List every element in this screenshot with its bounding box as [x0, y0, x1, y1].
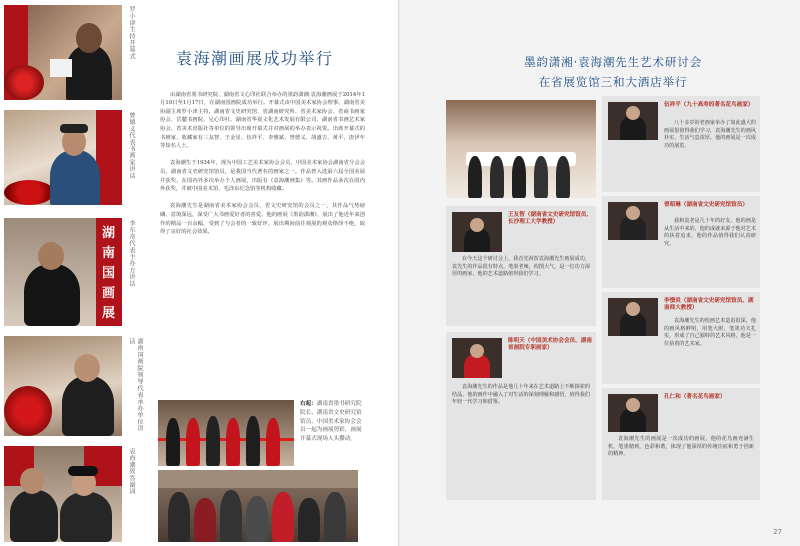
speaker-photo — [608, 202, 658, 240]
speaker-remarks: 袁海潮先生的画展是一次成功的画展，他的花鸟画充满生机，笔墨精到，色彩和谐，体现了他深厚的传统功底和勇于创新的精神。 — [608, 436, 754, 458]
banner-char: 画 — [102, 286, 116, 301]
article-body — [160, 82, 365, 245]
speaker-name: 李憬炎（湖南省文史研究馆馆员、湖南师大教授） — [664, 298, 754, 311]
symposium-title-line2: 在省展览馆三和大酒店举行 — [538, 75, 688, 89]
speaker-section — [602, 96, 760, 192]
banner-char: 南 — [102, 246, 116, 261]
photo-speaker-2 — [4, 110, 122, 205]
symposium-title-line1: 墨韵潇湘·袁海潮先生艺术研讨会 — [524, 55, 702, 69]
caption-academy-leader: 湖南国画院领导代表承办单位讲话 — [128, 338, 143, 432]
speaker-section — [446, 206, 596, 326]
banner-char: 展 — [102, 306, 116, 321]
caption-organizer: 李东奇代表主办方讲话 — [128, 220, 135, 287]
article-paragraph: 由湖南省墨书研究院、湖南省文心印社联合举办的墨韵潇湘·袁海潮画展于2014年1月10日至1月17日，在湖南国画院成功举行。开幕式由中国美术家协会理事、湖南省美协副主席罗小津主持，湖南省文史研究馆、省湖南研究所、省美术家协会、省商书画家协会、岳麓书画院、兄心印社、湖南省华夏文化艺术发展有限公司、湖南省书画艺术家协会、省美术出版社等单位的领导出席开幕式并对画展的举办表示祝贺。出席开幕式的书画家、收藏家有三友智、王金星、伍祥平、李雅斌、曾德义、胡盛吉、黄平、唐伊年等知名人士。 — [160, 91, 365, 150]
banner-char: 湖 — [102, 226, 116, 241]
right-page — [400, 0, 800, 546]
photo-symposium-hall — [446, 100, 596, 198]
article-title: 袁海潮画展成功举行 — [176, 49, 334, 68]
speaker-remarks: 八十多岁的老画家举办了如此盛大的画展很值得我们学习，袁海潮先生的画风朴实，生活气息浓厚，他的画展是一次成功的展览。 — [664, 120, 756, 149]
article-paragraph: 袁海潮生于1934年，现为中国工艺美术家协会会员，中国美术家协会湖南省分会会员，湖南省文史研究馆馆员，是我国当代著名的画家之一。作品曾入选第六届全国美展并获奖，在国内外多次举办个人画展，出版有《袁海潮画集》等。其画作品多次在国内外获奖，并被中国美术馆、毛泽东纪念馆等机构收藏。 — [160, 160, 365, 193]
caption-label: 右起： — [300, 401, 317, 407]
speaker-section — [602, 196, 760, 288]
caption-speaker-2: 曾德义代表书画家讲话 — [128, 112, 135, 179]
banner-char: 国 — [102, 266, 116, 281]
article-paragraph: 袁海潮先生是湖南省美术家协会会员、省文史研究馆的会员之一，其作品气势磅礴、意境深远，深受广大书画爱好者的喜爱。他的画展《墨韵潇湘》，展出了他近年来创作的精品一百余幅，受到了与会者的一致好评，展出期间前往观展的观众络绎不绝，取得了良好的社会效果。 — [160, 203, 365, 236]
speaker-section — [446, 332, 596, 500]
caption-host: 罗小津主持开幕式 — [128, 6, 135, 60]
photo-host-speaking — [4, 5, 122, 100]
ribbon-caption — [300, 400, 364, 444]
speaker-name: 王友智（湖南省文史研究馆馆员、长沙理工大学教授） — [508, 212, 592, 225]
speaker-remarks: 我和袁老是几十年的好友，他的画是从生活中来的，他的成就来源于他对艺术的执着追求，他的作品值得我们认真研究。 — [664, 218, 756, 247]
speaker-section — [602, 388, 760, 500]
speaker-remarks: 袁海潮先生的绘画艺术造诣很深，他的画风格鲜明，用笔大胆，笔墨功夫扎实，形成了自己独特的艺术风格，他是一位执着的艺术家。 — [664, 318, 756, 347]
photo-organizer — [4, 218, 122, 326]
speaker-section — [602, 292, 760, 384]
speaker-remarks: 袁海潮先生的作品是他几十年来在艺术道路上不断探索的结晶，他的画作中融入了对生活的深刻理解和感悟，值得我们年轻一代学习和借鉴。 — [452, 384, 590, 406]
caption-artist-thanks: 袁海潮致答谢词 — [128, 448, 135, 495]
speaker-photo — [608, 298, 658, 336]
photo-crowd — [158, 470, 358, 542]
speaker-photo — [608, 102, 658, 140]
page-number: 27 — [773, 528, 782, 536]
photo-academy-leader — [4, 336, 122, 436]
caption-text: 湖南省墨书研究院院长、湖南省文史研究馆馆员、中国美术家协会会员一起为画展剪彩，画展开幕式现场人头攒动。 — [300, 401, 362, 443]
speaker-name: 伍祥平（九十高寿的著名花鸟画家） — [664, 102, 754, 108]
speaker-name: 曾昭琳（湖南省文史研究馆馆员） — [664, 202, 748, 208]
photo-artist-thanks — [4, 446, 122, 542]
speaker-photo — [452, 338, 502, 378]
speaker-photo — [608, 394, 658, 432]
speaker-remarks: 在今天这个研讨会上，我首先祝贺袁海潮先生画展成功，袁先生的作品很有特点，笔墨老辣，构图大气，是一位功力深厚的画家，他的艺术道路值得我们学习。 — [452, 256, 590, 278]
speaker-photo — [452, 212, 502, 252]
speaker-name: 孔仁和（著名花鸟画家） — [664, 394, 726, 400]
speaker-name: 陈明天（中国美术协会会员、湖南省画院专职画家） — [508, 338, 592, 351]
photo-ribbon-cutting — [158, 400, 294, 466]
